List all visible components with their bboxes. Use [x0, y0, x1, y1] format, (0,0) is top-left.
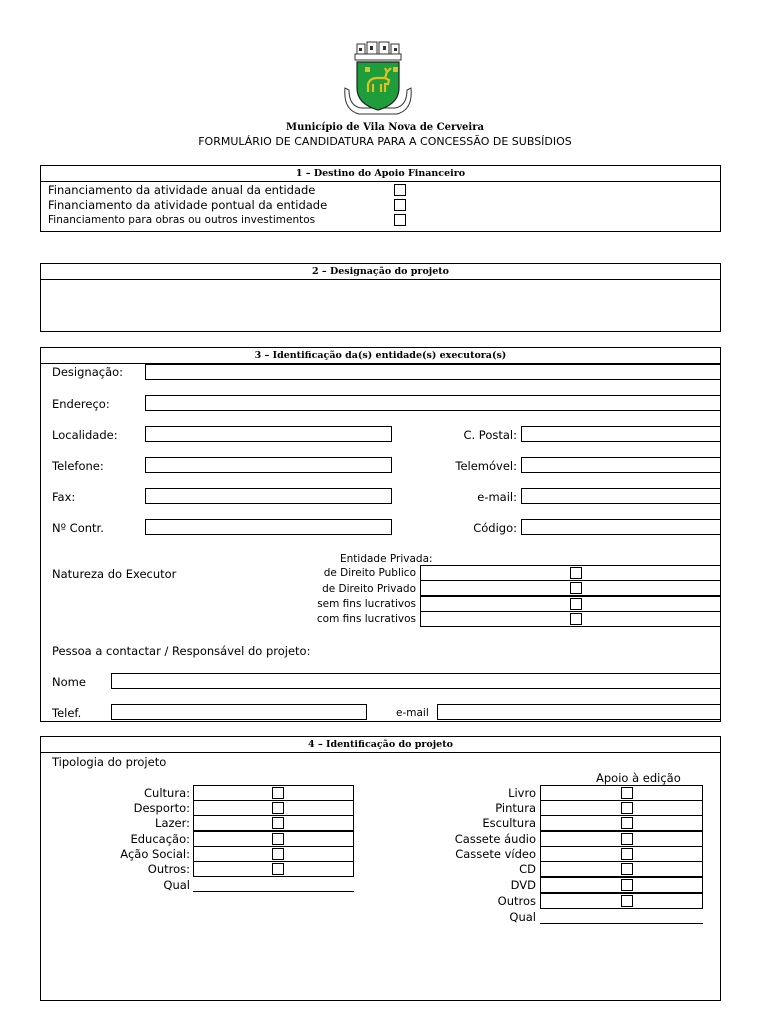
- natureza-option-label: sem fins lucrativos: [317, 598, 416, 610]
- tipologia-option-label: Cultura:: [144, 786, 190, 800]
- livro-checkbox[interactable]: [621, 787, 633, 799]
- telemovel-label: Telemóvel:: [455, 459, 517, 473]
- cpostal-input[interactable]: [521, 426, 721, 442]
- designacao-label: Designação:: [52, 365, 124, 379]
- educacao-checkbox[interactable]: [272, 833, 284, 845]
- cultura-checkbox[interactable]: [272, 787, 284, 799]
- edicao-option-label: Cassete vídeo: [455, 847, 536, 861]
- tipologia-option-label: Educação:: [130, 832, 190, 846]
- tipologia-label: Tipologia do projeto: [52, 755, 167, 769]
- edicao-option-label: Escultura: [482, 816, 536, 830]
- email2-label: e-mail: [396, 707, 429, 719]
- telefone-label: Telefone:: [52, 459, 104, 473]
- email-input[interactable]: [521, 488, 721, 504]
- dvd-checkbox[interactable]: [621, 879, 633, 891]
- email2-input[interactable]: [437, 704, 721, 720]
- entidade-privada-label: Entidade Privada:: [340, 553, 433, 565]
- direito-publico-checkbox[interactable]: [570, 567, 582, 579]
- endereco-input[interactable]: [145, 395, 721, 411]
- tipologia-option-label: Lazer:: [155, 816, 190, 830]
- lazer-checkbox[interactable]: [272, 817, 284, 829]
- telef-label: Telef.: [52, 706, 82, 720]
- direito-privado-checkbox[interactable]: [570, 582, 582, 594]
- ncontr-label: Nº Contr.: [52, 521, 104, 535]
- desporto-checkbox[interactable]: [272, 802, 284, 814]
- qual-label: Qual: [163, 878, 190, 892]
- outros-tipologia-checkbox[interactable]: [272, 863, 284, 875]
- nome-input[interactable]: [111, 673, 721, 689]
- natureza-label: Natureza do Executor: [52, 567, 177, 581]
- endereco-label: Endereço:: [52, 397, 110, 411]
- natureza-option-label: com fins lucrativos: [316, 613, 416, 625]
- pintura-checkbox[interactable]: [621, 802, 633, 814]
- tipologia-option-label: Outros:: [147, 862, 190, 876]
- localidade-input[interactable]: [145, 426, 392, 442]
- municipality-crest-icon: [337, 40, 419, 120]
- qual-label: Qual: [509, 910, 536, 924]
- option-label: Financiamento para obras ou outros investimentos: [48, 214, 316, 226]
- form-title: FORMULÁRIO DE CANDIDATURA PARA A CONCESSÃO DE SUBSÍDIOS: [198, 135, 572, 148]
- section-title: 4 – Identificação do projeto: [41, 737, 720, 753]
- cassete-video-checkbox[interactable]: [621, 848, 633, 860]
- option-label: Financiamento da atividade pontual da entidade: [48, 198, 328, 212]
- edicao-option-label: CD: [519, 862, 536, 876]
- telef-input[interactable]: [111, 704, 367, 720]
- cd-checkbox[interactable]: [621, 863, 633, 875]
- pessoa-contactar-label: Pessoa a contactar / Responsável do projeto:: [52, 644, 311, 658]
- tipologia-option-label: Desporto:: [133, 801, 190, 815]
- email-label: e-mail:: [477, 490, 517, 504]
- telefone-input[interactable]: [145, 457, 392, 473]
- section-title: 3 – Identificação da(s) entidade(s) executora(s): [41, 348, 720, 364]
- municipality-name: Município de Vila Nova de Cerveira: [286, 122, 484, 133]
- nome-label: Nome: [52, 675, 86, 689]
- com-fins-lucrativos-checkbox[interactable]: [570, 613, 582, 625]
- section-title: 1 – Destino do Apoio Financeiro: [41, 166, 720, 182]
- telemovel-input[interactable]: [521, 457, 721, 473]
- option-label: Financiamento da atividade anual da entidade: [48, 183, 316, 197]
- section-title: 2 – Designação do projeto: [41, 264, 720, 280]
- localidade-label: Localidade:: [52, 428, 118, 442]
- edicao-option-label: Pintura: [495, 801, 536, 815]
- edicao-option-label: Livro: [508, 786, 536, 800]
- codigo-input[interactable]: [521, 519, 721, 535]
- qual-right-input[interactable]: [540, 923, 703, 924]
- qual-left-input[interactable]: [193, 891, 354, 892]
- ncontr-input[interactable]: [145, 519, 392, 535]
- cpostal-label: C. Postal:: [463, 428, 517, 442]
- fax-label: Fax:: [52, 490, 76, 504]
- works-investments-checkbox[interactable]: [394, 214, 406, 226]
- fax-input[interactable]: [145, 488, 392, 504]
- natureza-option-label: de Direito Publico: [323, 567, 416, 579]
- edicao-option-label: Outros: [497, 894, 536, 908]
- sem-fins-lucrativos-checkbox[interactable]: [570, 598, 582, 610]
- punctual-activity-checkbox[interactable]: [394, 199, 406, 211]
- acao-social-checkbox[interactable]: [272, 848, 284, 860]
- designacao-input[interactable]: [145, 364, 721, 380]
- outros-edicao-checkbox[interactable]: [621, 895, 633, 907]
- cassete-audio-checkbox[interactable]: [621, 833, 633, 845]
- tipologia-option-label: Ação Social:: [120, 847, 190, 861]
- codigo-label: Código:: [473, 521, 517, 535]
- project-designation-textarea[interactable]: [42, 280, 719, 330]
- annual-activity-checkbox[interactable]: [394, 184, 406, 196]
- escultura-checkbox[interactable]: [621, 817, 633, 829]
- apoio-edicao-label: Apoio à edição: [596, 771, 681, 785]
- edicao-option-label: Cassete áudio: [454, 832, 536, 846]
- natureza-option-label: de Direito Privado: [322, 583, 416, 595]
- edicao-option-label: DVD: [510, 878, 536, 892]
